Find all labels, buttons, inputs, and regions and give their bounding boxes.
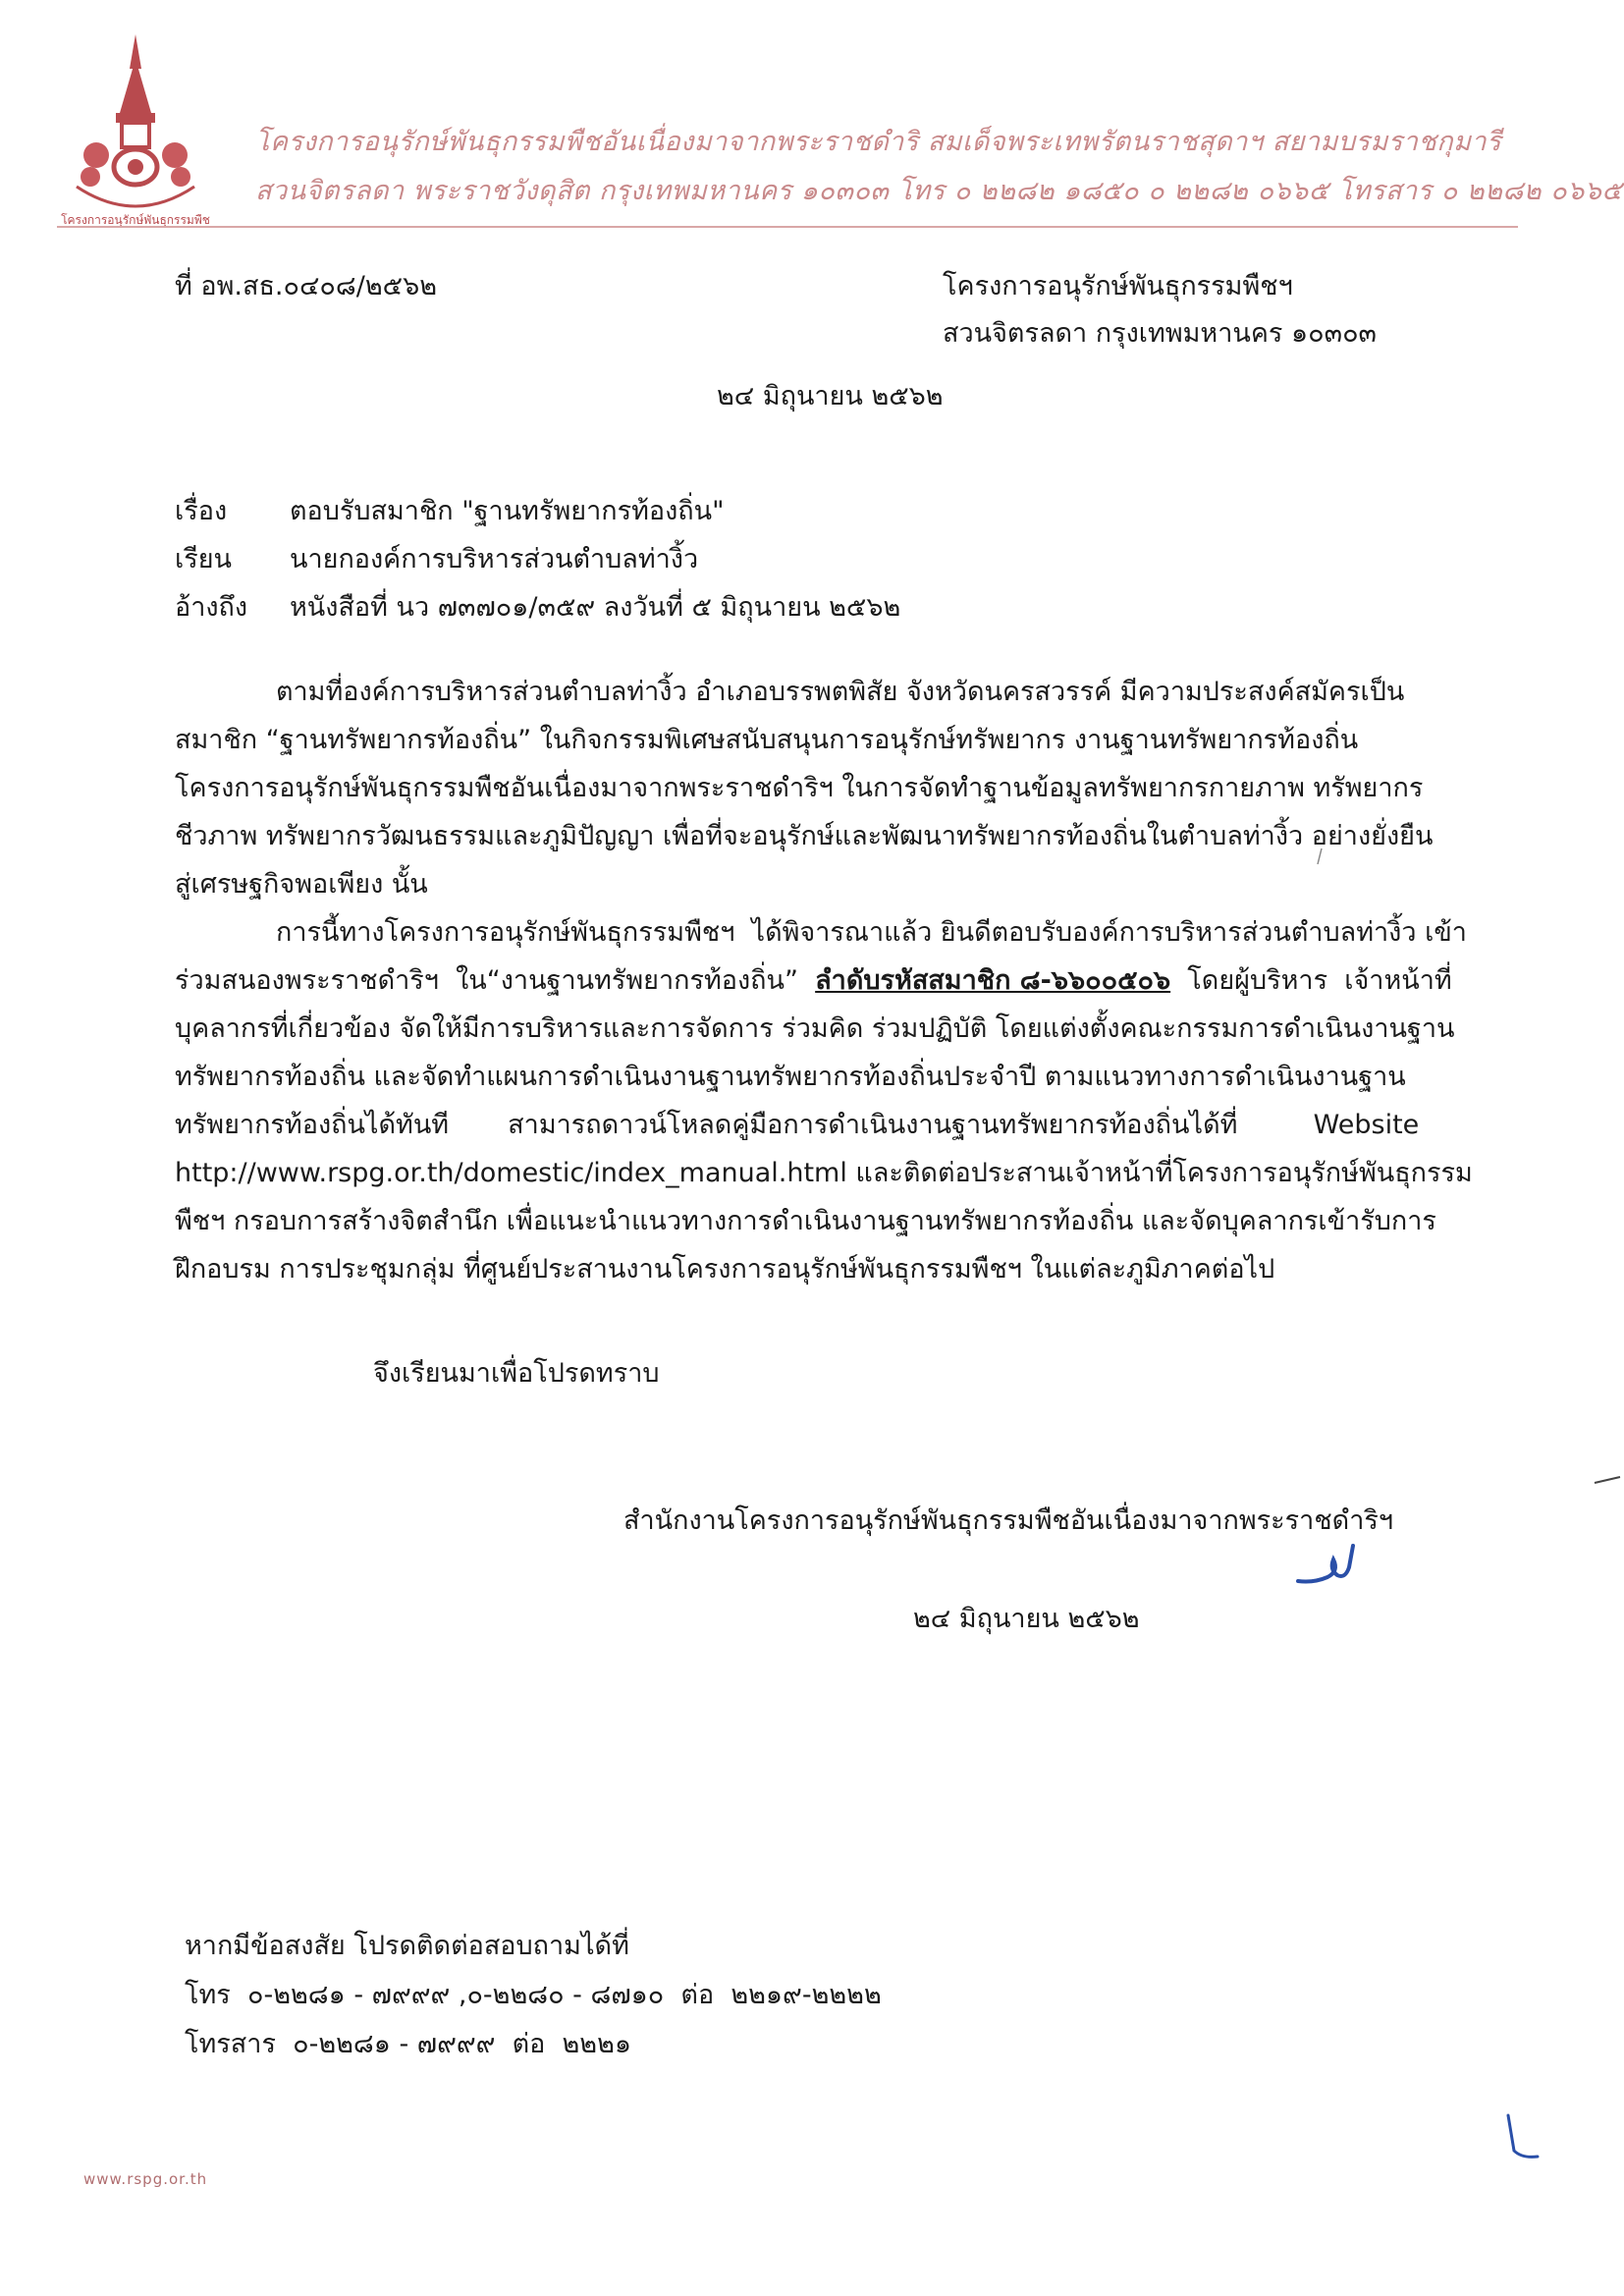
scan-mark — [1593, 1470, 1622, 1480]
reference-number: ที่ อพ.สธ.๐๔๐๘/๒๕๖๒ — [175, 271, 438, 301]
body-paragraph-1 — [175, 668, 1471, 908]
scan-mark — [1314, 847, 1326, 866]
letterhead-line-1: โครงการอนุรักษ์พันธุกรรมพืชอันเนื่องมาจากพระราชดำริ สมเด็จพระเทพรัตนราชสุดาฯ สยามบรมราชกุมารี — [255, 127, 1502, 157]
sender-address: สวนจิตรลดา กรุงเทพมหานคร ๑๐๓๐๓ — [943, 318, 1378, 349]
letterhead-divider — [57, 226, 1518, 228]
subject-text: ตอบรับสมาชิก "ฐานทรัพยากรท้องถิ่น" — [290, 496, 725, 526]
contact-heading: หากมีข้อสงสัย โปรดติดต่อสอบถามได้ที่ — [185, 1931, 629, 1961]
paragraph-line: สมาชิก “ฐานทรัพยากรท้องถิ่น” ในกิจกรรมพิเศษสนับสนุนการอนุรักษ์ทรัพยากร งานฐานทรัพยากรท้องถิ่น — [175, 725, 1359, 755]
to-text: นายกองค์การบริหารส่วนตำบลท่างิ้ว — [290, 544, 699, 574]
member-code: ลำดับรหัสสมาชิก ๘-๖๖๐๐๕๐๖ — [815, 965, 1171, 996]
reference-label: อ้างถึง — [175, 592, 248, 623]
paragraph-line: บุคลากรที่เกี่ยวข้อง จัดให้มีการบริหารและการจัดการ ร่วมคิด ร่วมปฏิบัติ โดยแต่งตั้งคณะกรรมการดำเนินงานฐาน — [175, 1013, 1455, 1044]
paragraph-line: http://www.rspg.or.th/domestic/index_manual.html และติดต่อประสานเจ้าหน้าที่โครงการอนุรักษ์พันธุกรรม — [175, 1158, 1473, 1188]
paragraph-text: ร่วมสนองพระราชดำริฯ ใน“งานฐานทรัพยากรท้องถิ่น” — [175, 965, 816, 996]
signatory-office: สำนักงานโครงการอนุรักษ์พันธุกรรมพืชอันเนื่องมาจากพระราชดำริฯ — [623, 1505, 1394, 1536]
paragraph-line: ฝึกอบรม การประชุมกลุ่ม ที่ศูนย์ประสานงานโครงการอนุรักษ์พันธุกรรมพืชฯ ในแต่ละภูมิภาคต่อไป — [175, 1254, 1275, 1285]
signature-mark — [1294, 1542, 1363, 1591]
contact-phone: โทร ๐-๒๒๘๑ - ๗๙๙๙ ,๐-๒๒๘๐ - ๘๗๑๐ ต่อ ๒๒๑๙-๒๒๒๒ — [185, 1980, 882, 2010]
footer-website: www.rspg.or.th — [83, 2170, 208, 2188]
contact-fax: โทรสาร ๐-๒๒๘๑ - ๗๙๙๙ ต่อ ๒๒๒๑ — [185, 2029, 632, 2059]
paragraph-text: โดยผู้บริหาร เจ้าหน้าที่ — [1170, 965, 1452, 996]
paragraph-line: ทรัพยากรท้องถิ่นได้ทันที สามารถดาวน์โหลดคู่มือการดำเนินงานฐานทรัพยากรท้องถิ่นได้ที่ Website — [175, 1110, 1420, 1140]
subject-label: เรื่อง — [175, 496, 228, 526]
paragraph-line: พืชฯ กรอบการสร้างจิตสำนึก เพื่อแนะนำแนวทางการดำเนินงานฐานทรัพยากรท้องถิ่น และจัดบุคลากรเข้ารับการ — [175, 1206, 1436, 1236]
reference-text: หนังสือที่ นว ๗๓๗๐๑/๓๕๙ ลงวันที่ ๕ มิถุนายน ๒๕๖๒ — [290, 592, 901, 623]
paragraph-line: การนี้ทางโครงการอนุรักษ์พันธุกรรมพืชฯ ได้พิจารณาแล้ว ยินดีตอบรับองค์การบริหารส่วนตำบลท่างิ้ว เข้า — [175, 917, 1467, 948]
paragraph-line: ทรัพยากรท้องถิ่น และจัดทำแผนการดำเนินงานฐานทรัพยากรท้องถิ่นประจำปี ตามแนวทางการดำเนินงานฐาน — [175, 1062, 1406, 1092]
to-label: เรียน — [175, 544, 233, 574]
sender-name: โครงการอนุรักษ์พันธุกรรมพืชฯ — [943, 271, 1293, 301]
paragraph-line: สู่เศรษฐกิจพอเพียง นั้น — [175, 869, 428, 900]
paragraph-line: ตามที่องค์การบริหารส่วนตำบลท่างิ้ว อำเภอบรรพตพิสัย จังหวัดนครสวรรค์ มีความประสงค์สมัครเป็น — [175, 677, 1405, 707]
paragraph-line — [175, 957, 1471, 1005]
paragraph-line: ชีวภาพ ทรัพยากรวัฒนธรรมและภูมิปัญญา เพื่อที่จะอนุรักษ์และพัฒนาทรัพยากรท้องถิ่นในตำบลท่างิ้ว อย่างยั่งยืน — [175, 821, 1434, 851]
organization-logo — [57, 29, 214, 236]
body-paragraph-2 — [175, 908, 1471, 1293]
svg-text:โครงการอนุรักษ์พันธุกรรมพืช: โครงการอนุรักษ์พันธุกรรมพืช — [61, 213, 210, 227]
closing-line: จึงเรียนมาเพื่อโปรดทราบ — [373, 1358, 660, 1389]
letter-date: ๒๔ มิถุนายน ๒๕๖๒ — [717, 381, 944, 411]
handwritten-mark — [1504, 2113, 1543, 2162]
letterhead-line-2: สวนจิตรลดา พระราชวังดุสิต กรุงเทพมหานคร ๑๐๓๐๓ โทร ๐ ๒๒๘๒ ๑๘๕๐ ๐ ๒๒๘๒ ๐๖๖๕ โทรสาร ๐ ๒๒๘๒ ๐๖๖๕ — [255, 176, 1623, 206]
paragraph-line: โครงการอนุรักษ์พันธุกรรมพืชอันเนื่องมาจากพระราชดำริฯ ในการจัดทำฐานข้อมูลทรัพยากรกายภาพ ทรัพยากร — [175, 773, 1424, 803]
signature-date: ๒๔ มิถุนายน ๒๕๖๒ — [913, 1604, 1140, 1634]
